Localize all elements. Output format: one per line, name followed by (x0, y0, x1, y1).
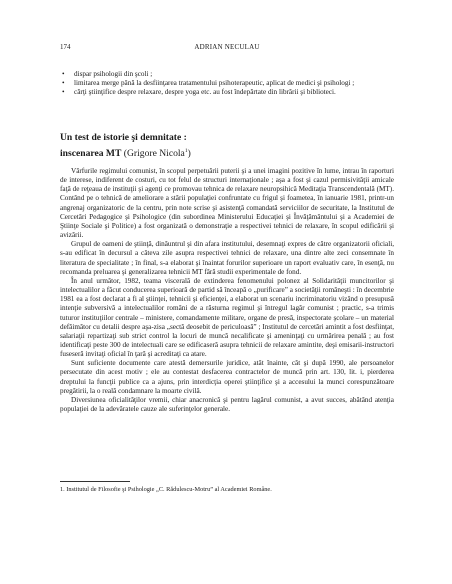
footnote-divider (60, 481, 130, 482)
body-text (60, 167, 394, 414)
bullet-text: dispar psihologii din şcoli ; (74, 70, 153, 78)
bullet-icon: • (62, 79, 65, 88)
bullet-item (60, 88, 394, 97)
paragraph: Vârfurile regimului comunist, în scopul perpetuării puterii şi a unei imagini pozitive în lume, intrau în raporturi de interese, indiferent de costuri, cu tot felul de structuri internaţionale ; aşa a fost şi cazul permisivităţii amicale faţă de reţeaua de instituţii şi agenţi ce promovau tehnica de relaxare neuropsihică Meditaţia Transcendentală (MT). Contând pe o tehnică de ameliorare a stării populaţiei confruntate cu frigul şi foametea, în ianuarie 1981, printr-un angrenaj organizatoric de la centru, prin note scrise şi asistenţă comandată serviciilor de securitate, la Institutul de Cercetări Pedagogice şi Psihologice (din subordinea Ministerului Educaţiei şi Învăţământului şi a Academiei de Ştiinţe Sociale şi Politice) a fost organizată o demonstraţie a respectivei tehnici de relaxare, în scopul edificării şi avizării. (60, 167, 394, 240)
bullet-icon: • (62, 70, 65, 78)
paragraph: În anul următor, 1982, teama viscerală de extinderea fenomenului polonez al Solidarităţii muncitorilor şi intelectualilor a făcut conducerea superioară de partid să înceapă o „purificare” a societăţii româneşti : în decembrie 1981 ea a fost declarat a fi al ştiinţei, tehnicii şi eficienţei, a elaborat un scenariu incriminatoriu vizând o presupusă intenţie subversivă a intelectualilor români de a răsturna regimul şi întregul lagăr comunist ; practic, s-a trimis tuturor instituţiilor centrale – ministere, comandamente militare, organe de presă, inspectorate şcolare – un material defăimător cu detalii despre aşa-zisa „sectă deosebit de periculoasă” ; Institutul de cercetări amintit a fost desfiinţat, salariaţii repartizaţi sub strict control la locuri de muncă necalificate şi ameninţaţi cu urmărirea penală ; au fost identificaţi peste 300 de intelectuali care se edificaseră asupra tehnicii de relaxare amintite, deşi emisarii-instructori fuseseră invitaţi oficial în ţară şi acreditaţi ca atare. (60, 276, 394, 359)
section-author-close: ) (187, 147, 191, 159)
section-subtitle (60, 145, 394, 161)
bullet-icon: • (62, 88, 65, 97)
footnote: 1. Institutul de Filosofie şi Psihologie „C. Rădulescu-Motru” al Academiei Române. (60, 486, 272, 493)
bullet-text: cărţi ştiinţifice despre relaxare, despre yoga etc. au fost îndepărtate din librării şi biblioteci. (74, 88, 336, 97)
bullet-item (60, 79, 394, 88)
section-subtitle-main: inscenarea MT (60, 147, 122, 159)
bullet-list (60, 70, 394, 98)
paragraph: Sunt suficiente documente care atestă demersurile juridice, atât înainte, cât şi după 1990, ale persoanelor persecutate din acest motiv ; ele au contestat desfacerea contractelor de muncă prin art. 130, lit. i, pierderea dreptului la funcţii publice ca a ajuns, prin interdicţia operei ştiinţifice şi a accesului la munci corespunzătoare pregătirii, la o reală condamnare la moarte civilă. (60, 359, 394, 395)
bullet-text: limitarea merge până la desfiinţarea tratamentului psihoterapeutic, aplicat de medici şi psihologi ; (74, 79, 355, 88)
section-heading (60, 132, 394, 160)
footnote-mark: 1 (184, 147, 188, 154)
paragraph: Grupul de oameni de ştiinţă, dinăuntrul şi din afara institutului, desemnaţi expres de către organizatorii oficiali, s-au edificat în decursul a câteva zile asupra respectivei tehnici de relaxare, una dintre alte zeci consemnate în literatura de specialitate ; în final, s-a elaborat şi înaintat forurilor superioare un raport evaluativ care, în esenţă, nu recomanda preluarea şi generalizarea tehnicii MT fără studii experimentale de fond. (60, 240, 394, 276)
page-number: 174 (60, 43, 71, 51)
running-head: ADRIAN NECULAU (194, 43, 260, 51)
section-author: (Grigore Nicola (123, 147, 185, 159)
bullet-item (60, 70, 394, 79)
section-title: Un test de istorie şi demnitate : (60, 132, 187, 143)
paragraph: Diversiunea oficialităţilor vremii, chiar anacronică şi pentru lagărul comunist, a avut succes, abătând atenţia populaţiei de la adevăratele cauze ale suferinţelor generale. (60, 395, 394, 414)
